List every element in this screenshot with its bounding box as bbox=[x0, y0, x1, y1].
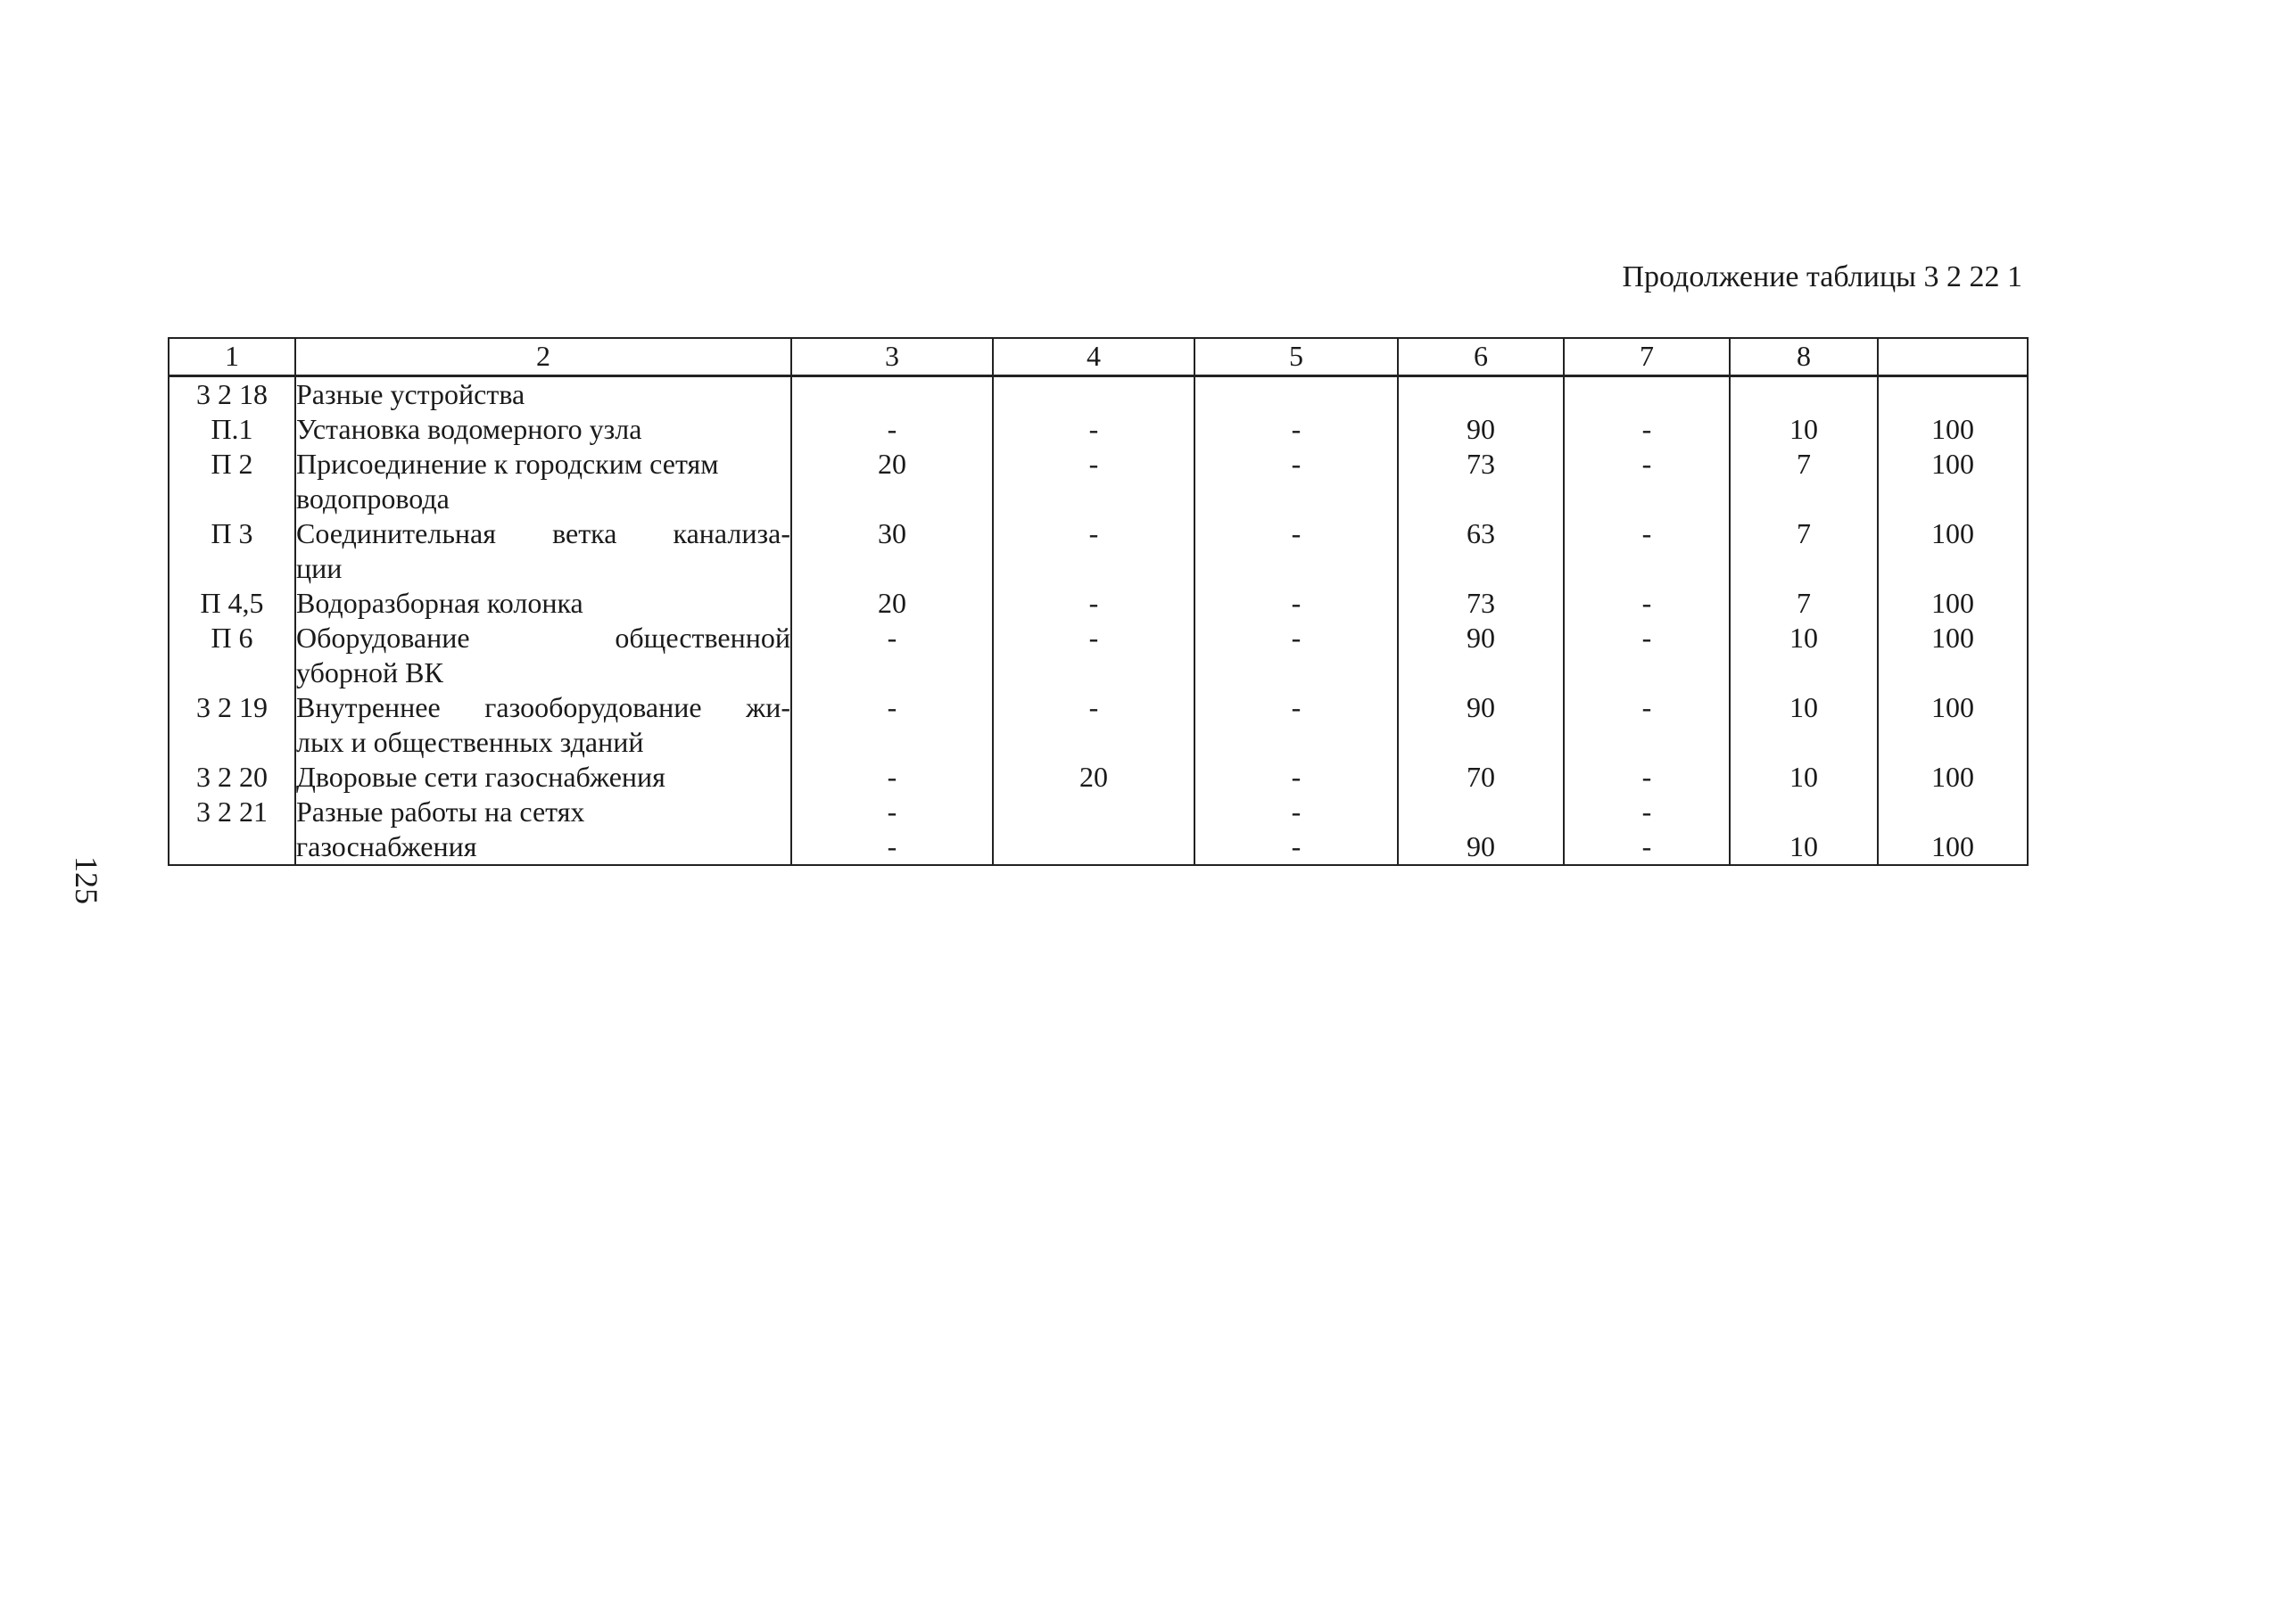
row-value: 7 bbox=[1730, 586, 1878, 621]
row-value: 10 bbox=[1789, 830, 1818, 862]
row-name-line: уборной ВК bbox=[296, 656, 443, 688]
row-value bbox=[994, 795, 1194, 829]
row-value: 73 bbox=[1398, 586, 1564, 621]
row-name bbox=[295, 412, 791, 447]
row-value: 100 bbox=[1878, 412, 2028, 447]
row-value: - bbox=[993, 447, 1194, 516]
row-value: 10 bbox=[1730, 760, 1878, 795]
row-value: 100 bbox=[1878, 447, 2028, 516]
row-name-line: Разные работы на сетях bbox=[296, 796, 585, 828]
row-value: - bbox=[791, 760, 993, 795]
row-value-cell bbox=[1730, 795, 1878, 865]
column-header: 8 bbox=[1730, 338, 1878, 376]
row-name-line: лых и общественных зданий bbox=[296, 726, 644, 758]
row-name bbox=[295, 586, 791, 621]
row-value: - bbox=[993, 621, 1194, 690]
row-value: 10 bbox=[1730, 412, 1878, 447]
column-header: 2 bbox=[295, 338, 791, 376]
row-value bbox=[1879, 795, 2027, 829]
row-name-line: водопровода bbox=[296, 482, 450, 515]
row-value: 100 bbox=[1878, 690, 2028, 760]
row-name bbox=[295, 795, 791, 865]
table-row bbox=[169, 516, 2028, 586]
row-value: - bbox=[1564, 412, 1730, 447]
row-value: - bbox=[791, 690, 993, 760]
row-value: - bbox=[1194, 760, 1398, 795]
row-value: 100 bbox=[1878, 621, 2028, 690]
row-value: 100 bbox=[1878, 586, 2028, 621]
row-value bbox=[1731, 795, 1877, 829]
row-value: - bbox=[993, 690, 1194, 760]
row-value: 63 bbox=[1398, 516, 1564, 586]
column-header: 7 bbox=[1564, 338, 1730, 376]
row-value: 73 bbox=[1398, 447, 1564, 516]
table-row bbox=[169, 447, 2028, 516]
row-value: 20 bbox=[791, 586, 993, 621]
column-header: 1 bbox=[169, 338, 295, 376]
row-value: - bbox=[1564, 586, 1730, 621]
row-value: 100 bbox=[1878, 760, 2028, 795]
row-name-line: газоснабжения bbox=[296, 830, 477, 862]
row-code: П 4,5 bbox=[169, 586, 295, 621]
data-table bbox=[168, 337, 2029, 866]
row-value: - bbox=[1194, 447, 1398, 516]
row-value: - bbox=[1564, 760, 1730, 795]
row-code: П.1 bbox=[169, 412, 295, 447]
row-name-line: Водоразборная колонка bbox=[296, 587, 583, 619]
row-value: - bbox=[1564, 516, 1730, 586]
table-row bbox=[169, 586, 2028, 621]
row-value: - bbox=[1194, 621, 1398, 690]
row-value: - bbox=[887, 830, 897, 862]
row-value: 20 bbox=[791, 447, 993, 516]
row-code: П 3 bbox=[169, 516, 295, 586]
column-header: 5 bbox=[1194, 338, 1398, 376]
row-value bbox=[1730, 376, 1878, 413]
row-value: - bbox=[1564, 690, 1730, 760]
row-value: 30 bbox=[791, 516, 993, 586]
row-value: - bbox=[791, 412, 993, 447]
row-name-line: Установка водомерного узла bbox=[296, 413, 642, 445]
row-value: - bbox=[993, 516, 1194, 586]
row-value-cell bbox=[993, 795, 1194, 865]
row-value: - bbox=[993, 586, 1194, 621]
row-name-line: Внутреннее газооборудование жи- bbox=[296, 691, 790, 723]
row-value: 90 bbox=[1467, 830, 1495, 862]
row-code: П 6 bbox=[169, 621, 295, 690]
row-value: 90 bbox=[1398, 412, 1564, 447]
row-name bbox=[295, 447, 791, 516]
row-name bbox=[295, 760, 791, 795]
table-row bbox=[169, 795, 2028, 865]
row-value: - bbox=[1194, 690, 1398, 760]
row-value: 7 bbox=[1730, 516, 1878, 586]
row-value bbox=[1398, 376, 1564, 413]
row-value: - bbox=[1194, 516, 1398, 586]
row-value: - bbox=[1641, 830, 1652, 862]
row-code: П 2 bbox=[169, 447, 295, 516]
row-value: - bbox=[1194, 412, 1398, 447]
row-name-line: Оборудование общественной bbox=[296, 622, 790, 654]
row-name-line: Соединительная ветка канализа- bbox=[296, 517, 790, 549]
row-name-line: ции bbox=[296, 552, 343, 584]
table-caption: Продолжение таблицы 3 2 22 1 bbox=[1622, 260, 2022, 293]
row-value: 10 bbox=[1730, 690, 1878, 760]
row-code: 3 2 21 bbox=[169, 795, 295, 865]
row-value-cell bbox=[1878, 795, 2028, 865]
row-value: - bbox=[1291, 830, 1302, 862]
row-value: 20 bbox=[993, 760, 1194, 795]
column-header: 6 bbox=[1398, 338, 1564, 376]
row-name bbox=[295, 621, 791, 690]
row-code: 3 2 19 bbox=[169, 690, 295, 760]
table-row bbox=[169, 690, 2028, 760]
header-row bbox=[169, 338, 2028, 376]
table-row bbox=[169, 376, 2028, 413]
row-name bbox=[295, 516, 791, 586]
table-row bbox=[169, 760, 2028, 795]
row-value: - bbox=[1564, 621, 1730, 690]
row-value: 10 bbox=[1730, 621, 1878, 690]
row-value: 70 bbox=[1398, 760, 1564, 795]
row-value: 7 bbox=[1730, 447, 1878, 516]
row-value bbox=[1399, 795, 1563, 829]
row-value bbox=[994, 829, 1194, 864]
row-value: 90 bbox=[1398, 621, 1564, 690]
row-value: - bbox=[993, 412, 1194, 447]
column-header bbox=[1878, 338, 2028, 376]
row-code: 3 2 18 bbox=[169, 376, 295, 413]
row-value bbox=[993, 376, 1194, 413]
table-row bbox=[169, 412, 2028, 447]
row-value-cell bbox=[791, 795, 993, 865]
row-name-line: Дворовые сети газоснабжения bbox=[296, 761, 665, 793]
row-value bbox=[1194, 376, 1398, 413]
row-value bbox=[1564, 376, 1730, 413]
row-value: 90 bbox=[1398, 690, 1564, 760]
row-name-line: Присоединение к городским сетям bbox=[296, 448, 719, 480]
row-value-cell bbox=[1398, 795, 1564, 865]
column-header: 3 bbox=[791, 338, 993, 376]
column-header: 4 bbox=[993, 338, 1194, 376]
row-value bbox=[791, 376, 993, 413]
page-number: 125 bbox=[69, 856, 104, 904]
table-row bbox=[169, 621, 2028, 690]
row-value: - bbox=[791, 621, 993, 690]
row-value: - bbox=[1641, 796, 1652, 828]
row-value: - bbox=[1564, 447, 1730, 516]
row-value: - bbox=[1291, 796, 1302, 828]
row-name-line: Разные устройства bbox=[296, 378, 525, 410]
row-value-cell bbox=[1564, 795, 1730, 865]
row-name bbox=[295, 376, 791, 413]
row-value: - bbox=[887, 796, 897, 828]
row-value: 100 bbox=[1878, 516, 2028, 586]
row-name bbox=[295, 690, 791, 760]
row-value: 100 bbox=[1931, 830, 1974, 862]
row-value-cell bbox=[1194, 795, 1398, 865]
row-value: - bbox=[1194, 586, 1398, 621]
row-code: 3 2 20 bbox=[169, 760, 295, 795]
row-value bbox=[1878, 376, 2028, 413]
